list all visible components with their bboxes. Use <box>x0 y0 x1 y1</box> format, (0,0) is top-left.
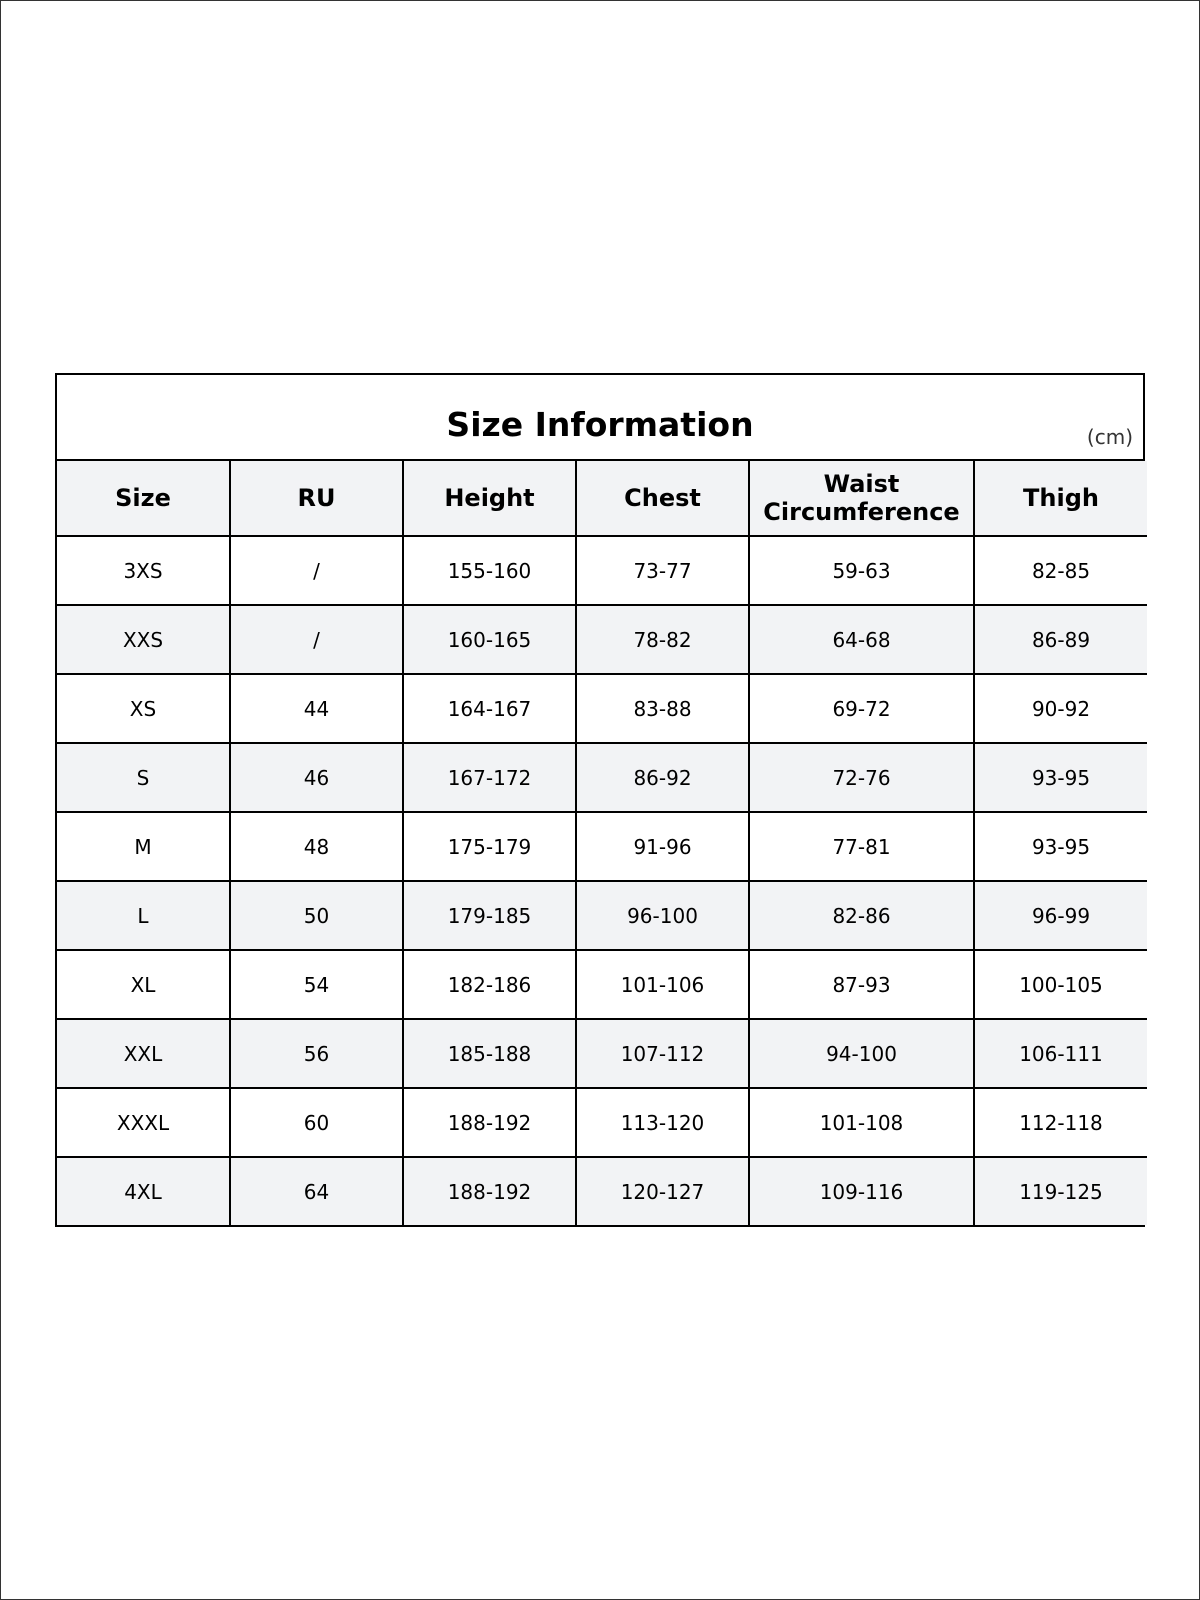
cell-size: L <box>57 881 230 950</box>
cell-height: 185-188 <box>403 1019 576 1088</box>
cell-chest: 83-88 <box>576 674 749 743</box>
cell-thigh: 96-99 <box>974 881 1147 950</box>
column-header-waist-circumference: Waist Circumference <box>749 461 974 536</box>
cell-height: 167-172 <box>403 743 576 812</box>
cell-ru: / <box>230 536 403 605</box>
cell-size: M <box>57 812 230 881</box>
cell-ru: 48 <box>230 812 403 881</box>
size-table <box>57 461 1147 1225</box>
cell-height: 164-167 <box>403 674 576 743</box>
table-row <box>57 1157 1147 1225</box>
cell-size: XXS <box>57 605 230 674</box>
cell-ru: / <box>230 605 403 674</box>
cell-size: 4XL <box>57 1157 230 1225</box>
cell-thigh: 100-105 <box>974 950 1147 1019</box>
table-row <box>57 950 1147 1019</box>
cell-ru: 50 <box>230 881 403 950</box>
cell-ru: 64 <box>230 1157 403 1225</box>
cell-height: 155-160 <box>403 536 576 605</box>
header-row <box>57 461 1147 536</box>
cell-height: 182-186 <box>403 950 576 1019</box>
cell-waist-circumference: 77-81 <box>749 812 974 881</box>
table-row <box>57 743 1147 812</box>
cell-size: XXXL <box>57 1088 230 1157</box>
column-header-ru: RU <box>230 461 403 536</box>
cell-size: XS <box>57 674 230 743</box>
column-header-height: Height <box>403 461 576 536</box>
cell-size: XXL <box>57 1019 230 1088</box>
cell-waist-circumference: 72-76 <box>749 743 974 812</box>
cell-thigh: 119-125 <box>974 1157 1147 1225</box>
table-row <box>57 605 1147 674</box>
cell-ru: 54 <box>230 950 403 1019</box>
cell-chest: 86-92 <box>576 743 749 812</box>
cell-chest: 78-82 <box>576 605 749 674</box>
cell-thigh: 82-85 <box>974 536 1147 605</box>
cell-waist-circumference: 59-63 <box>749 536 974 605</box>
cell-height: 188-192 <box>403 1157 576 1225</box>
cell-height: 175-179 <box>403 812 576 881</box>
cell-chest: 120-127 <box>576 1157 749 1225</box>
cell-thigh: 93-95 <box>974 812 1147 881</box>
cell-chest: 101-106 <box>576 950 749 1019</box>
cell-waist-circumference: 94-100 <box>749 1019 974 1088</box>
cell-chest: 107-112 <box>576 1019 749 1088</box>
cell-height: 188-192 <box>403 1088 576 1157</box>
cell-thigh: 90-92 <box>974 674 1147 743</box>
cell-height: 179-185 <box>403 881 576 950</box>
cell-size: 3XS <box>57 536 230 605</box>
size-chart <box>55 373 1145 1227</box>
cell-waist-circumference: 87-93 <box>749 950 974 1019</box>
table-body <box>57 536 1147 1225</box>
chart-title: Size Information <box>446 405 754 444</box>
unit-label: (cm) <box>1086 425 1133 449</box>
cell-height: 160-165 <box>403 605 576 674</box>
cell-ru: 60 <box>230 1088 403 1157</box>
cell-ru: 44 <box>230 674 403 743</box>
table-row <box>57 812 1147 881</box>
chart-header <box>57 375 1143 461</box>
column-header-chest: Chest <box>576 461 749 536</box>
cell-chest: 73-77 <box>576 536 749 605</box>
table-row <box>57 1019 1147 1088</box>
cell-chest: 91-96 <box>576 812 749 881</box>
cell-chest: 96-100 <box>576 881 749 950</box>
cell-chest: 113-120 <box>576 1088 749 1157</box>
cell-waist-circumference: 101-108 <box>749 1088 974 1157</box>
cell-thigh: 93-95 <box>974 743 1147 812</box>
cell-thigh: 106-111 <box>974 1019 1147 1088</box>
cell-waist-circumference: 64-68 <box>749 605 974 674</box>
table-row <box>57 881 1147 950</box>
cell-ru: 56 <box>230 1019 403 1088</box>
cell-size: S <box>57 743 230 812</box>
cell-size: XL <box>57 950 230 1019</box>
table-row <box>57 536 1147 605</box>
cell-waist-circumference: 109-116 <box>749 1157 974 1225</box>
cell-thigh: 86-89 <box>974 605 1147 674</box>
cell-waist-circumference: 82-86 <box>749 881 974 950</box>
column-header-size: Size <box>57 461 230 536</box>
cell-thigh: 112-118 <box>974 1088 1147 1157</box>
cell-waist-circumference: 69-72 <box>749 674 974 743</box>
cell-ru: 46 <box>230 743 403 812</box>
table-row <box>57 674 1147 743</box>
table-row <box>57 1088 1147 1157</box>
column-header-thigh: Thigh <box>974 461 1147 536</box>
